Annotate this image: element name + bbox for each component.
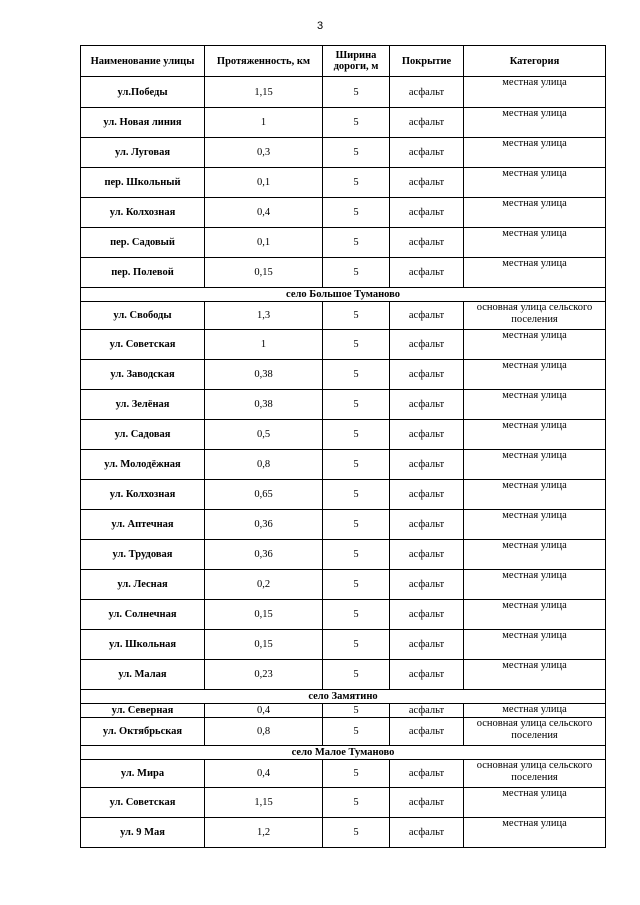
length-cell: 0,3 — [205, 138, 323, 168]
table-row — [81, 138, 606, 168]
table-row — [81, 420, 606, 450]
width-cell: 5 — [323, 600, 390, 630]
street-name-cell: ул. Заводская — [81, 360, 205, 390]
width-cell: 5 — [323, 258, 390, 288]
length-cell: 0,1 — [205, 228, 323, 258]
category-cell: местная улица — [464, 788, 606, 818]
street-name-cell: ул. Колхозная — [81, 480, 205, 510]
cover-cell: асфальт — [390, 760, 464, 788]
street-name-cell: ул. Свободы — [81, 302, 205, 330]
length-cell: 0,5 — [205, 420, 323, 450]
cover-cell: асфальт — [390, 198, 464, 228]
category-cell: местная улица — [464, 390, 606, 420]
table-row — [81, 600, 606, 630]
street-name-cell: ул. Трудовая — [81, 540, 205, 570]
cover-cell: асфальт — [390, 330, 464, 360]
width-cell: 5 — [323, 108, 390, 138]
street-name-cell: ул.Победы — [81, 77, 205, 108]
width-cell: 5 — [323, 704, 390, 718]
table-body — [81, 77, 606, 848]
length-cell: 1,15 — [205, 77, 323, 108]
table-row — [81, 630, 606, 660]
table-row — [81, 540, 606, 570]
street-name-cell: пер. Полевой — [81, 258, 205, 288]
cover-cell: асфальт — [390, 660, 464, 690]
table-row — [81, 788, 606, 818]
length-cell: 0,36 — [205, 510, 323, 540]
cover-cell: асфальт — [390, 450, 464, 480]
category-cell: местная улица — [464, 420, 606, 450]
length-cell: 0,65 — [205, 480, 323, 510]
length-cell: 0,15 — [205, 600, 323, 630]
cover-cell: асфальт — [390, 510, 464, 540]
length-cell: 0,2 — [205, 570, 323, 600]
table-row — [81, 228, 606, 258]
table-row — [81, 450, 606, 480]
length-cell: 0,8 — [205, 450, 323, 480]
category-cell: местная улица — [464, 228, 606, 258]
cover-cell: асфальт — [390, 390, 464, 420]
street-name-cell: ул. Колхозная — [81, 198, 205, 228]
header-width: Ширина дороги, м — [323, 46, 390, 77]
street-name-cell: ул. Малая — [81, 660, 205, 690]
length-cell: 0,4 — [205, 198, 323, 228]
street-name-cell: ул. Луговая — [81, 138, 205, 168]
length-cell: 1,15 — [205, 788, 323, 818]
width-cell: 5 — [323, 77, 390, 108]
category-cell: местная улица — [464, 330, 606, 360]
width-cell: 5 — [323, 760, 390, 788]
section-row — [81, 690, 606, 704]
length-cell: 0,38 — [205, 390, 323, 420]
length-cell: 0,15 — [205, 258, 323, 288]
category-cell: основная улица сельского поселения — [464, 718, 606, 746]
header-length: Протяженность, км — [205, 46, 323, 77]
table-header-row — [81, 46, 606, 77]
category-cell: местная улица — [464, 77, 606, 108]
length-cell: 1 — [205, 330, 323, 360]
width-cell: 5 — [323, 138, 390, 168]
length-cell: 0,36 — [205, 540, 323, 570]
cover-cell: асфальт — [390, 302, 464, 330]
cover-cell: асфальт — [390, 77, 464, 108]
category-cell: местная улица — [464, 630, 606, 660]
cover-cell: асфальт — [390, 258, 464, 288]
street-name-cell: ул. Советская — [81, 330, 205, 360]
cover-cell: асфальт — [390, 570, 464, 600]
length-cell: 0,23 — [205, 660, 323, 690]
street-name-cell: ул. Молодёжная — [81, 450, 205, 480]
table-row — [81, 570, 606, 600]
section-title: село Замятино — [81, 690, 606, 704]
street-name-cell: ул. Лесная — [81, 570, 205, 600]
category-cell: местная улица — [464, 480, 606, 510]
width-cell: 5 — [323, 570, 390, 600]
length-cell: 1,3 — [205, 302, 323, 330]
width-cell: 5 — [323, 450, 390, 480]
table-row — [81, 330, 606, 360]
category-cell: местная улица — [464, 704, 606, 718]
cover-cell: асфальт — [390, 108, 464, 138]
category-cell: основная улица сельского поселения — [464, 302, 606, 330]
street-name-cell: ул. Советская — [81, 788, 205, 818]
cover-cell: асфальт — [390, 718, 464, 746]
page-number: 3 — [316, 20, 324, 32]
table-row — [81, 77, 606, 108]
width-cell: 5 — [323, 302, 390, 330]
table-row — [81, 660, 606, 690]
width-cell: 5 — [323, 718, 390, 746]
section-row — [81, 288, 606, 302]
streets-table — [80, 45, 606, 848]
width-cell: 5 — [323, 540, 390, 570]
category-cell: местная улица — [464, 660, 606, 690]
section-row — [81, 746, 606, 760]
section-title: село Большое Туманово — [81, 288, 606, 302]
table-row — [81, 818, 606, 848]
table-row — [81, 704, 606, 718]
length-cell: 1 — [205, 108, 323, 138]
street-name-cell: пер. Садовый — [81, 228, 205, 258]
width-cell: 5 — [323, 168, 390, 198]
street-name-cell: ул. Зелёная — [81, 390, 205, 420]
category-cell: местная улица — [464, 450, 606, 480]
length-cell: 0,4 — [205, 760, 323, 788]
category-cell: местная улица — [464, 138, 606, 168]
width-cell: 5 — [323, 630, 390, 660]
category-cell: местная улица — [464, 818, 606, 848]
cover-cell: асфальт — [390, 420, 464, 450]
table-row — [81, 302, 606, 330]
cover-cell: асфальт — [390, 630, 464, 660]
category-cell: местная улица — [464, 198, 606, 228]
table-row — [81, 390, 606, 420]
width-cell: 5 — [323, 420, 390, 450]
length-cell: 0,38 — [205, 360, 323, 390]
width-cell: 5 — [323, 198, 390, 228]
table-row — [81, 360, 606, 390]
street-name-cell: ул. Аптечная — [81, 510, 205, 540]
width-cell: 5 — [323, 660, 390, 690]
cover-cell: асфальт — [390, 228, 464, 258]
category-cell: местная улица — [464, 570, 606, 600]
category-cell: местная улица — [464, 258, 606, 288]
section-title: село Малое Туманово — [81, 746, 606, 760]
cover-cell: асфальт — [390, 704, 464, 718]
cover-cell: асфальт — [390, 818, 464, 848]
category-cell: местная улица — [464, 510, 606, 540]
width-cell: 5 — [323, 330, 390, 360]
table-row — [81, 198, 606, 228]
street-name-cell: ул. 9 Мая — [81, 818, 205, 848]
category-cell: местная улица — [464, 600, 606, 630]
street-name-cell: ул. Садовая — [81, 420, 205, 450]
length-cell: 0,8 — [205, 718, 323, 746]
width-cell: 5 — [323, 360, 390, 390]
table-row — [81, 258, 606, 288]
category-cell: местная улица — [464, 360, 606, 390]
category-cell: местная улица — [464, 540, 606, 570]
cover-cell: асфальт — [390, 540, 464, 570]
table-row — [81, 108, 606, 138]
street-name-cell: ул. Северная — [81, 704, 205, 718]
street-name-cell: ул. Солнечная — [81, 600, 205, 630]
category-cell: местная улица — [464, 108, 606, 138]
table-row — [81, 168, 606, 198]
width-cell: 5 — [323, 228, 390, 258]
cover-cell: асфальт — [390, 360, 464, 390]
width-cell: 5 — [323, 818, 390, 848]
category-cell: основная улица сельского поселения — [464, 760, 606, 788]
cover-cell: асфальт — [390, 480, 464, 510]
street-name-cell: ул. Школьная — [81, 630, 205, 660]
header-cover: Покрытие — [390, 46, 464, 77]
width-cell: 5 — [323, 510, 390, 540]
table-row — [81, 480, 606, 510]
table-row — [81, 760, 606, 788]
width-cell: 5 — [323, 480, 390, 510]
length-cell: 0,15 — [205, 630, 323, 660]
width-cell: 5 — [323, 390, 390, 420]
length-cell: 0,1 — [205, 168, 323, 198]
cover-cell: асфальт — [390, 168, 464, 198]
street-name-cell: ул. Новая линия — [81, 108, 205, 138]
cover-cell: асфальт — [390, 600, 464, 630]
width-cell: 5 — [323, 788, 390, 818]
category-cell: местная улица — [464, 168, 606, 198]
cover-cell: асфальт — [390, 788, 464, 818]
header-category: Категория — [464, 46, 606, 77]
length-cell: 0,4 — [205, 704, 323, 718]
cover-cell: асфальт — [390, 138, 464, 168]
table-row — [81, 718, 606, 746]
table-row — [81, 510, 606, 540]
street-name-cell: ул. Октябрьская — [81, 718, 205, 746]
length-cell: 1,2 — [205, 818, 323, 848]
street-name-cell: ул. Мира — [81, 760, 205, 788]
street-name-cell: пер. Школьный — [81, 168, 205, 198]
header-name: Наименование улицы — [81, 46, 205, 77]
